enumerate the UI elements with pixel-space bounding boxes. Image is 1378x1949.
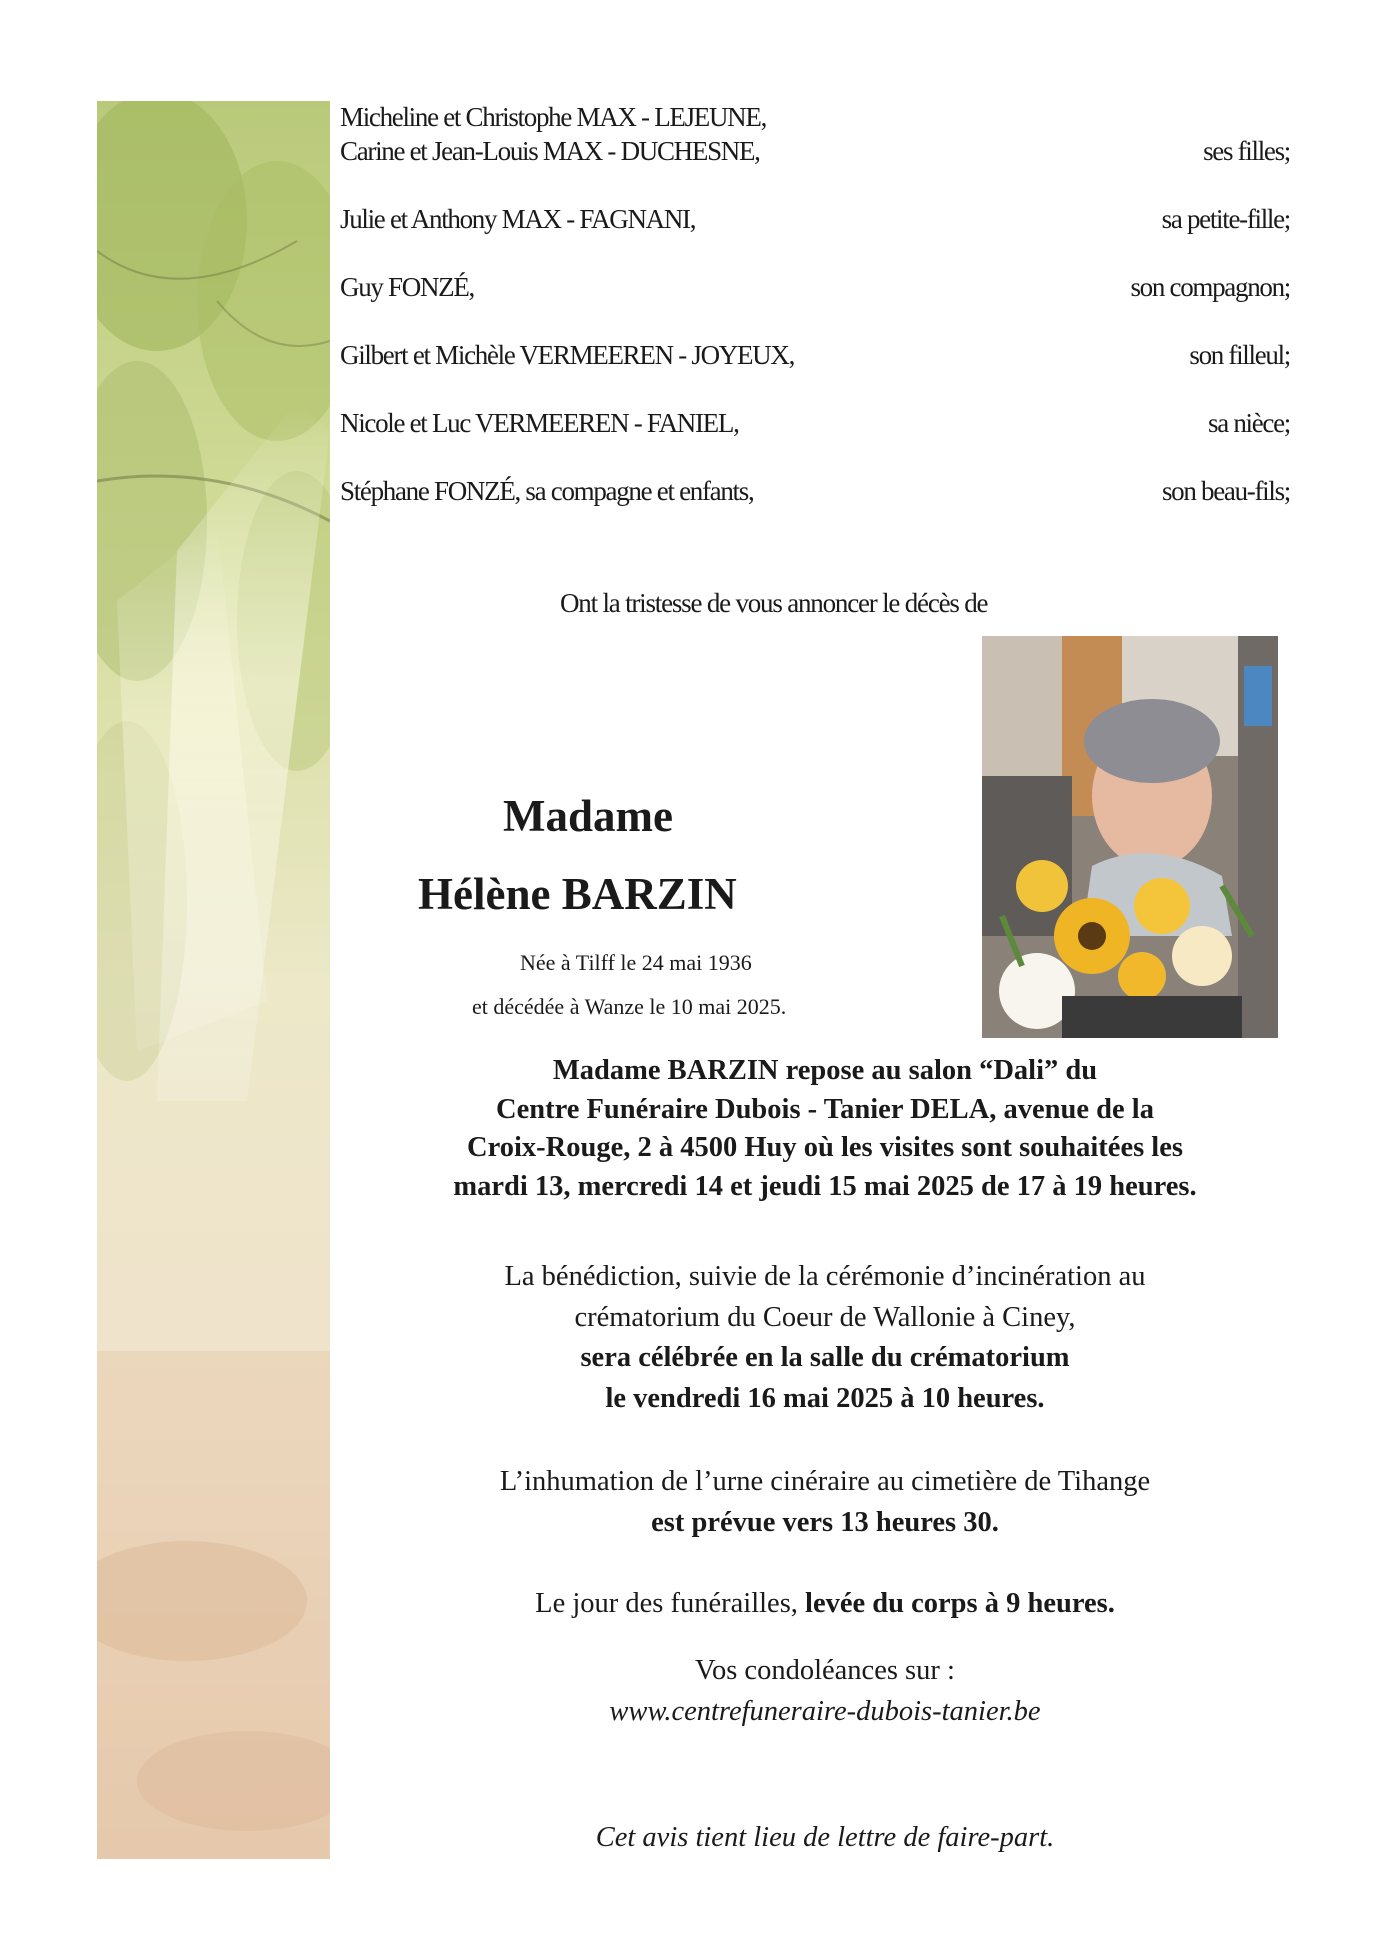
birth-info: Née à Tilff le 24 mai 1936 [520,950,752,975]
family-name: Nicole et Luc VERMEEREN - FANIEL, [340,408,739,438]
family-row [340,202,1290,236]
burial-block [340,1462,1310,1543]
deceased-title: Madame [503,791,673,841]
footer-note: Cet avis tient lieu de lettre de faire-part. [595,1822,1055,1853]
portrait-photo [982,636,1278,1038]
family-name: Stéphane FONZÉ, sa compagne et enfants, [340,476,754,506]
family-relation: son beau-fils; [1161,476,1290,506]
family-relation: sa nièce; [1208,408,1290,438]
ceremony-line: le vendredi 16 mai 2025 à 10 heures. [605,1382,1045,1414]
visitation-block [340,1052,1310,1206]
visitation-line: mardi 13, mercredi 14 et jeudi 15 mai 2025 de 17 à 19 heures. [453,1170,1197,1202]
family-relation: ses filles; [1203,136,1290,166]
family-row [340,270,1290,304]
visitation-line: Croix-Rouge, 2 à 4500 Huy où les visites sont souhaitées les [467,1132,1183,1163]
visitation-line: Centre Funéraire Dubois - Tanier DELA, avenue de la [496,1093,1154,1125]
ceremony-block [340,1257,1310,1419]
ceremony-line: La bénédiction, suivie de la cérémonie d’incinération au [504,1261,1146,1292]
announcement-text: Ont la tristesse de vous annoncer le décès de [560,588,988,618]
funeral-day-bold: levée du corps à 9 heures. [805,1588,1115,1619]
family-name: Guy FONZÉ, [340,272,474,302]
family-row [340,406,1290,440]
funeral-day-block [340,1584,1310,1625]
forest-path-image [97,101,330,1859]
death-info: et décédée à Wanze le 10 mai 2025. [472,994,787,1019]
family-relation: son compagnon; [1130,272,1290,302]
visitation-line: Madame BARZIN repose au salon “Dali” du [552,1055,1098,1086]
burial-line: est prévue vers 13 heures 30. [651,1506,999,1538]
family-row [340,134,1290,168]
condolences-link[interactable]: www.centrefuneraire-dubois-tanier.be [609,1695,1041,1727]
family-relation: sa petite-fille; [1161,204,1290,234]
funeral-day-text: Le jour des funérailles, [535,1588,806,1619]
family-name: Julie et Anthony MAX - FAGNANI, [340,204,696,234]
ceremony-line: sera célébrée en la salle du crématorium [580,1342,1070,1373]
ceremony-line: crématorium du Coeur de Wallonie à Ciney, [574,1301,1076,1333]
family-row [340,338,1290,372]
burial-line: L’inhumation de l’urne cinéraire au cimetière de Tihange [499,1466,1151,1497]
family-name: Gilbert et Michèle VERMEEREN - JOYEUX, [340,340,795,370]
family-relation: son filleul; [1189,340,1290,370]
condolences-label: Vos condoléances sur : [695,1655,955,1686]
condolences-block [340,1651,1310,1732]
family-name: Micheline et Christophe MAX - LEJEUNE, [340,102,767,132]
family-row [340,474,1290,508]
family-row [340,100,1290,134]
family-list [340,100,1290,508]
deceased-name: Hélène BARZIN [418,869,737,919]
family-name: Carine et Jean-Louis MAX - DUCHESNE, [340,136,760,166]
funeral-day-line [340,1584,1310,1625]
